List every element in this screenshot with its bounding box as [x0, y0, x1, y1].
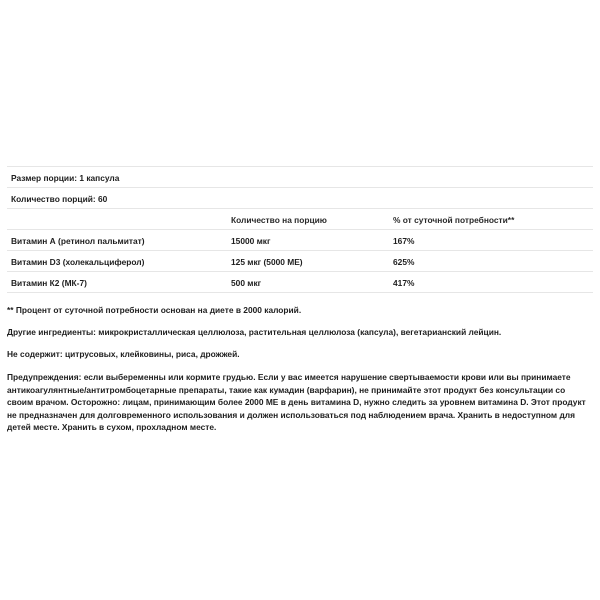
daily-value-footnote: ** Процент от суточной потребности основан на диете в 2000 калорий. [7, 305, 302, 315]
nutrient-dv: 417% [393, 278, 415, 288]
nutrient-amount: 15000 мкг [231, 236, 271, 246]
nutrient-name: Витамин D3 (холекальциферол) [11, 257, 145, 267]
nutrient-amount: 125 мкг (5000 МЕ) [231, 257, 303, 267]
table-row [7, 251, 593, 272]
table-header-row [7, 209, 593, 230]
nutrient-amount: 500 мкг [231, 278, 262, 288]
warnings-paragraph: Предупреждения: если выберeменны или кормите грудью. Если у вас имеется нарушение свертываемости крови или вы принимаете антикоагулянтные/антитромбоцетарные препараты, такие как кумадин (варфарин), не принимайте этот продукт без консультации со своим врачом. Осторожно: лицам, принимающим более 2000 МЕ в день витамина D, нужно следить за уровнем витамина D. Этот продукт не предназначен для долговременного использования и должен использоваться под наблюдением врача. Хранить в недоступном для детей месте. Хранить в сухом, прохладном месте. [7, 372, 586, 433]
table-row [7, 230, 593, 251]
supplement-facts-table [7, 166, 593, 293]
table-row [7, 272, 593, 293]
product-notes [7, 305, 597, 446]
nutrient-dv: 167% [393, 236, 415, 246]
nutrient-name: Витамин К2 (МК-7) [11, 278, 87, 288]
other-ingredients: Другие ингредиенты: микрокристаллическая целлюлоза, растительная целлюлоза (капсула), вегетарианский лейцин. [7, 327, 502, 337]
servings-count-row [7, 188, 593, 209]
serving-size-label: Размер порции: 1 капсула [11, 173, 120, 183]
serving-size-row [7, 167, 593, 188]
servings-count-label: Количество порций: 60 [11, 194, 108, 204]
nutrient-dv: 625% [393, 257, 415, 267]
header-amount: Количество на порцию [231, 215, 327, 225]
nutrient-name: Витамин А (ретинол пальмитат) [11, 236, 145, 246]
header-daily-value: % от суточной потребности** [393, 215, 515, 225]
free-of-statement: Не содержит: цитрусовых, клейковины, риса, дрожжей. [7, 349, 240, 359]
